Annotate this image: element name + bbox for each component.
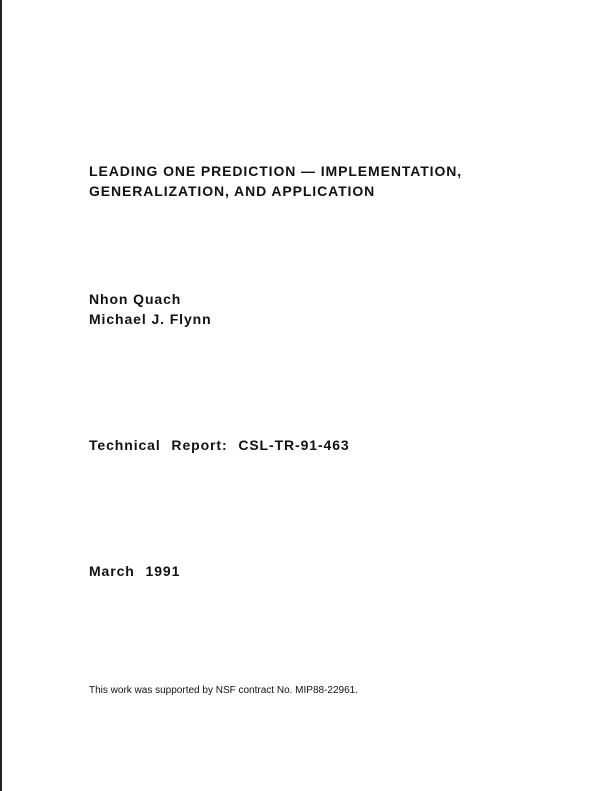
report-number: CSL-TR-91-463 — [238, 437, 350, 453]
author-2: Michael J. Flynn — [89, 311, 212, 327]
funding-footnote: This work was supported by NSF contract No. MIP88-22961. — [89, 685, 359, 696]
author-list — [89, 289, 212, 329]
document-title — [89, 161, 462, 201]
scan-border — [0, 0, 2, 791]
report-line — [89, 435, 350, 455]
title-line-1: LEADING ONE PREDICTION — IMPLEMENTATION, — [89, 163, 463, 179]
report-label: Technical Report: — [89, 437, 228, 453]
author-1: Nhon Quach — [89, 291, 182, 307]
title-line-2: GENERALIZATION, AND APPLICATION — [89, 183, 376, 199]
publication-date: March 1991 — [89, 563, 181, 579]
